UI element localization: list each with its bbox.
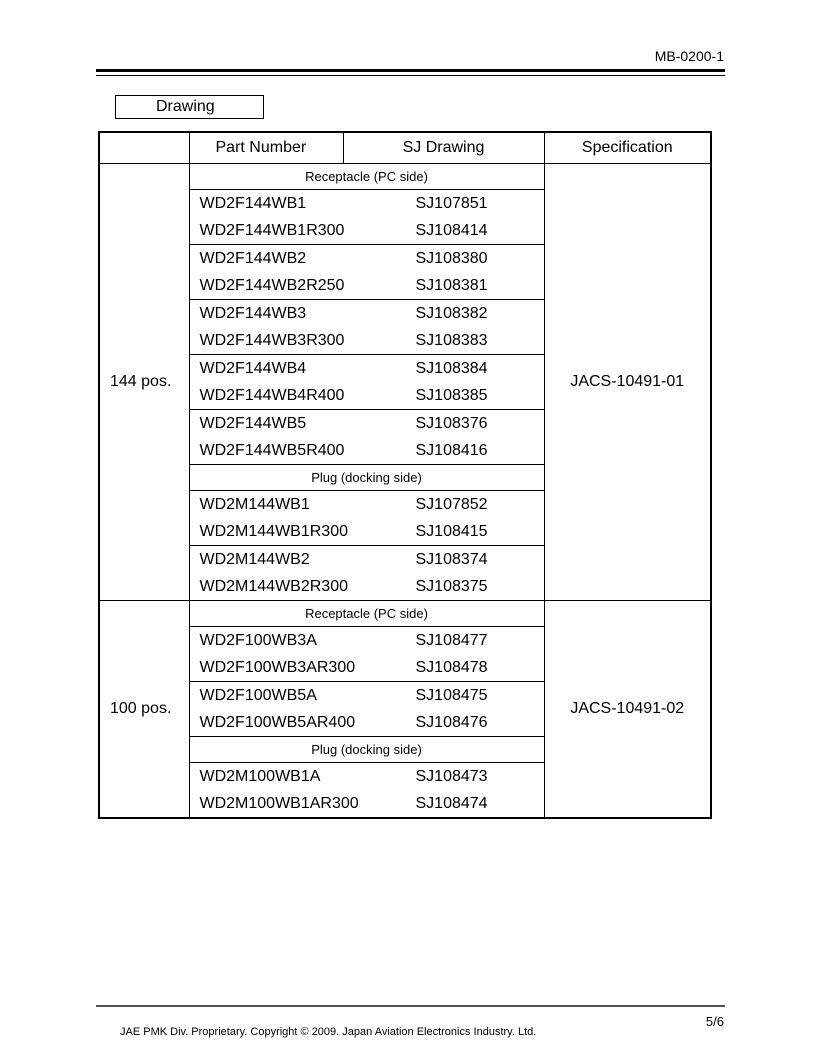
part-entry (190, 355, 544, 382)
part-number: WD2F144WB3R300 (199, 331, 345, 349)
connector-type-label: Receptacle (PC side) (189, 164, 544, 190)
part-entry (190, 790, 544, 817)
part-entry (190, 682, 544, 709)
part-number: WD2F144WB2 (199, 249, 307, 267)
part-number: WD2F144WB1 (199, 194, 307, 212)
sj-drawing-number: SJ108382 (415, 304, 488, 322)
sj-drawing-number: SJ108478 (415, 658, 488, 676)
part-number: WD2F100WB3A (199, 631, 317, 649)
part-pair-cell (189, 245, 544, 300)
connector-type-label: Plug (docking side) (189, 737, 544, 763)
part-number: WD2F144WB3 (199, 304, 307, 322)
table-body (99, 164, 711, 819)
part-pair-cell (189, 190, 544, 245)
part-number: WD2F144WB5 (199, 414, 307, 432)
part-entry (190, 327, 544, 354)
part-entry (190, 245, 544, 272)
part-entry (190, 410, 544, 437)
part-entry (190, 217, 544, 244)
part-number: WD2F100WB3AR300 (199, 658, 356, 676)
connector-type-label: Receptacle (PC side) (189, 601, 544, 627)
specification-cell: JACS-10491-02 (544, 601, 711, 819)
document-number: MB-0200-1 (654, 48, 724, 64)
sj-drawing-number: SJ108416 (415, 441, 488, 459)
part-pair-cell (189, 491, 544, 546)
page-number: 5/6 (705, 1014, 724, 1029)
sj-drawing-number: SJ107851 (415, 194, 488, 212)
header-blank (99, 132, 189, 164)
part-entry (190, 518, 544, 545)
header-rule-thin (96, 75, 725, 76)
part-number: WD2M144WB2 (199, 550, 310, 568)
part-number: WD2M144WB1R300 (199, 522, 348, 540)
sj-drawing-number: SJ108375 (415, 577, 488, 595)
part-number: WD2F144WB4R400 (199, 386, 345, 404)
part-pair-cell (189, 763, 544, 819)
part-number: WD2F100WB5A (199, 686, 317, 704)
part-entry (190, 709, 544, 736)
sj-drawing-number: SJ108384 (415, 359, 488, 377)
sj-drawing-number: SJ108383 (415, 331, 488, 349)
part-entry (190, 546, 544, 573)
part-pair-cell (189, 355, 544, 410)
part-entry (190, 300, 544, 327)
part-pair-cell (189, 300, 544, 355)
sj-drawing-number: SJ108374 (415, 550, 488, 568)
connector-type-label: Plug (docking side) (189, 465, 544, 491)
part-pair-cell (189, 627, 544, 682)
part-number: WD2M100WB1A (199, 767, 321, 785)
part-entry (190, 573, 544, 600)
sj-drawing-number: SJ108473 (415, 767, 488, 785)
part-entry (190, 272, 544, 299)
header-rule-thick (96, 69, 725, 72)
footer-rule (96, 1005, 725, 1007)
part-number: WD2F144WB5R400 (199, 441, 345, 459)
subheader-row (99, 164, 711, 190)
table-header-row (99, 132, 711, 164)
sj-drawing-number: SJ108381 (415, 276, 488, 294)
sj-drawing-number: SJ108475 (415, 686, 488, 704)
section-label: Drawing (115, 95, 264, 119)
part-number: WD2F100WB5AR400 (199, 713, 356, 731)
parts-table (98, 131, 712, 819)
sj-drawing-number: SJ108477 (415, 631, 488, 649)
part-number: WD2M144WB1 (199, 495, 310, 513)
position-group-label: 100 pos. (99, 601, 189, 819)
part-number: WD2F144WB4 (199, 359, 307, 377)
header-specification: Specification (544, 132, 711, 164)
part-entry (190, 382, 544, 409)
part-entry (190, 627, 544, 654)
part-entry (190, 763, 544, 790)
part-entry (190, 654, 544, 681)
sj-drawing-number: SJ108415 (415, 522, 488, 540)
part-pair-cell (189, 546, 544, 601)
part-entry (190, 190, 544, 217)
sj-drawing-number: SJ108380 (415, 249, 488, 267)
part-pair-cell (189, 410, 544, 465)
sj-drawing-number: SJ108474 (415, 794, 488, 812)
specification-cell: JACS-10491-01 (544, 164, 711, 601)
sj-drawing-number: SJ108476 (415, 713, 488, 731)
part-entry (190, 491, 544, 518)
part-pair-cell (189, 682, 544, 737)
sj-drawing-number: SJ108385 (415, 386, 488, 404)
copyright-notice: JAE PMK Div. Proprietary. Copyright © 2009. Japan Aviation Electronics Industry. Ltd. (120, 1026, 537, 1038)
part-number: WD2M144WB2R300 (199, 577, 348, 595)
part-number: WD2F144WB1R300 (199, 221, 345, 239)
part-entry (190, 437, 544, 464)
sj-drawing-number: SJ108414 (415, 221, 488, 239)
header-sj-drawing: SJ Drawing (343, 132, 544, 164)
subheader-row (99, 601, 711, 627)
sj-drawing-number: SJ108376 (415, 414, 488, 432)
sj-drawing-number: SJ107852 (415, 495, 488, 513)
part-number: WD2F144WB2R250 (199, 276, 345, 294)
part-number: WD2M100WB1AR300 (199, 794, 359, 812)
position-group-label: 144 pos. (99, 164, 189, 601)
header-part-number: Part Number (189, 132, 343, 164)
